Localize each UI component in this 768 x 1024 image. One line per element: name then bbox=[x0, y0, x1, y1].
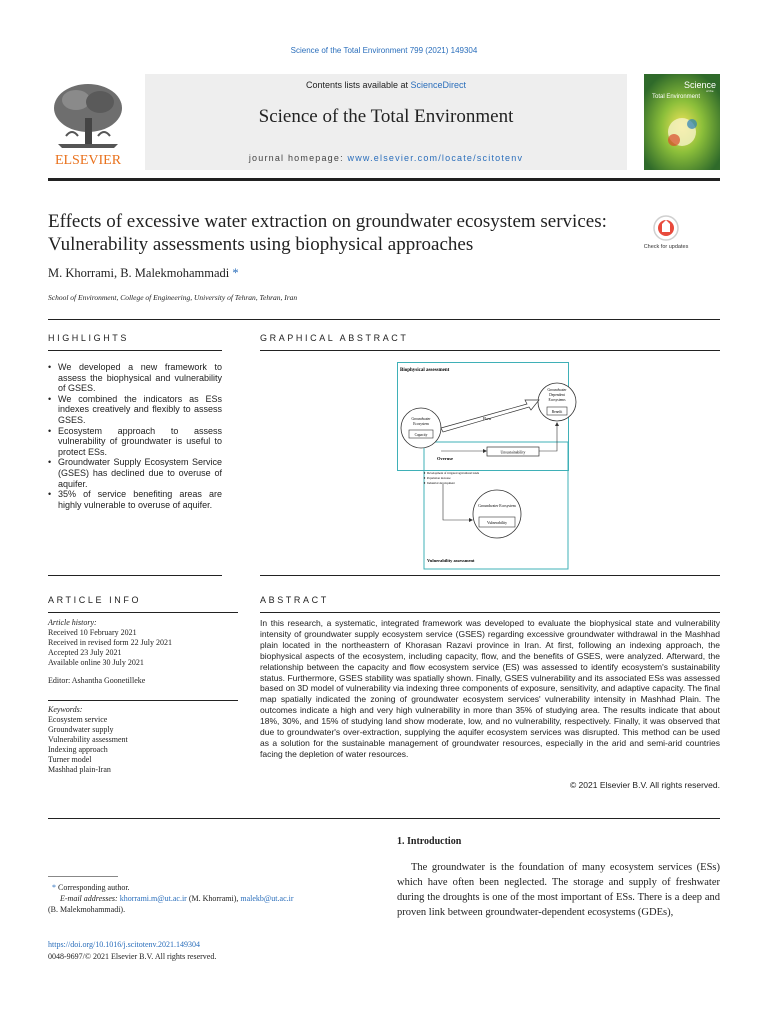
gwe-line-2: Ecosystem bbox=[413, 422, 429, 426]
gde-line-1: Groundwater bbox=[547, 388, 567, 392]
gde-line-2: Dependent bbox=[549, 393, 565, 397]
keyword: Indexing approach bbox=[48, 745, 108, 754]
online-date: Available online 30 July 2021 bbox=[48, 658, 144, 667]
article-info-heading: ARTICLE INFO bbox=[48, 595, 142, 605]
cover-title-3: Total Environment bbox=[652, 94, 701, 100]
journal-homepage bbox=[145, 153, 627, 163]
homepage-prefix: journal homepage: bbox=[248, 153, 348, 163]
paper-title bbox=[48, 210, 648, 256]
elsevier-logo bbox=[48, 78, 128, 168]
graphical-abstract-bottom-rule bbox=[260, 575, 720, 576]
title-line-2: Vulnerability assessments using biophysical approaches bbox=[48, 234, 474, 255]
keywords-label: Keywords: bbox=[48, 705, 83, 714]
highlight-item: • 35% of service benefiting areas are highly vulnerable to overuse of aquifer. bbox=[48, 489, 222, 510]
vulnerability-assessment-label: Vulnerability assessment bbox=[427, 558, 475, 563]
journal-title: Science of the Total Environment bbox=[258, 106, 514, 127]
check-badge-text: Check for updates bbox=[643, 244, 689, 250]
sciencedirect-link[interactable]: ScienceDirect bbox=[410, 80, 467, 90]
elsevier-wordmark: ELSEVIER bbox=[54, 153, 122, 168]
abstract-text: In this research, a systematic, integrated framework was developed to evaluate the biophysical state and vulnerability intensity of groundwater supply ecosystem service (GSES) regarding excessive groundwater withdrawal in the Mashhad plain located in the northeastern of Khorasan Razavi province in Iran. At first, following an indexing approach, the biophysical aspects of the ecosystem, including capacity, flow, and the benefits of GSES, were analyzed. Afterward, the relationship between the capacity and flow ecosystem service (ES) was assessed to identify ecosystem's sustainability status. Furthermore, GSES stability was spatially shown. Finally, GSES vulnerability and its associated ESs was assessed based on 3D model of vulnerability via indexing three components of exposure, sensitivity, and adaptive capacity. The final map spatially indicated the zoning of groundwater ecosystem services' vulnerability intensity in Mashhad Plain. The outcomes indicate a high and very high vulnerability in more than 35% of studying area. The results indicate that about 18%, 30%, and 15% of studying land show moderate, low, and no vulnerability, respectively. Finally, it was observed that due to groundwater's over-extraction, supplying the aquifer ecosystem services was disrupted. This method can be used as a solution for the sustainable management of groundwater resources, especially in the arid and semi-arid countries facing the depletion of water resources. bbox=[260, 618, 720, 759]
gde-line-3: Ecosystems bbox=[548, 398, 566, 402]
history-label: Article history: bbox=[48, 618, 97, 627]
benefit-label: Benefit bbox=[551, 410, 563, 414]
footnote bbox=[48, 882, 348, 915]
overuse-bullet-2: Population increase bbox=[427, 476, 451, 480]
accepted-date: Accepted 23 July 2021 bbox=[48, 648, 122, 657]
unsustainability-label: Unsustainability bbox=[500, 450, 526, 455]
email-label: E-mail addresses: bbox=[60, 894, 118, 903]
highlight-item: • Ecosystem approach to assess vulnerability of groundwater is useful to protect ESs. bbox=[48, 426, 222, 458]
contents-prefix: Contents lists available at bbox=[305, 80, 411, 90]
introduction-text: The groundwater is the foundation of many ecosystem services (ESs) which have often been neglected. The storage and supply of freshwater during the droughts is one of the most important of ESs. There is a deep and proven link between groundwater-dependent ecosystems (GDEs), bbox=[397, 862, 720, 918]
email-name-2: (B. Malekmohammadi). bbox=[48, 905, 126, 914]
article-info bbox=[48, 618, 238, 775]
revised-date: Received in revised form 22 July 2021 bbox=[48, 638, 172, 647]
doi-link[interactable]: https://doi.org/10.1016/j.scitotenv.2021.149304 bbox=[48, 940, 200, 949]
keyword: Mashhad plain-Iran bbox=[48, 765, 111, 774]
masthead-rule bbox=[48, 178, 720, 181]
journal-cover[interactable] bbox=[644, 74, 720, 170]
cover-title-2: of the bbox=[706, 89, 714, 93]
keyword: Groundwater supply bbox=[48, 725, 114, 734]
highlight-item: • We combined the indicators as ESs indexes creatively and flexibly to assess GSES. bbox=[48, 394, 222, 426]
abstract-heading: ABSTRACT bbox=[260, 595, 329, 605]
keyword: Vulnerability assessment bbox=[48, 735, 128, 744]
flow-label: Flow bbox=[483, 416, 492, 421]
abstract-rule bbox=[260, 612, 720, 613]
highlights-list bbox=[48, 362, 222, 510]
graphical-abstract-figure bbox=[397, 362, 569, 570]
keywords-rule bbox=[48, 700, 238, 701]
biophysical-label: Biophysical assessment bbox=[400, 368, 450, 373]
keyword: Ecosystem service bbox=[48, 715, 108, 724]
check-for-updates-badge[interactable] bbox=[643, 214, 689, 258]
article-info-rule bbox=[48, 612, 238, 613]
gwe2-label: Groundwater Ecosystem bbox=[478, 504, 516, 508]
abstract-copyright: © 2021 Elsevier B.V. All rights reserved. bbox=[569, 780, 720, 790]
author-names: M. Khorrami, B. Malekmohammadi bbox=[48, 266, 230, 280]
homepage-link[interactable]: www.elsevier.com/locate/scitotenv bbox=[347, 153, 524, 163]
journal-reference[interactable]: Science of the Total Environment 799 (2021) 149304 bbox=[290, 46, 478, 55]
highlights-rule bbox=[48, 350, 222, 351]
affiliation: School of Environment, College of Engineering, University of Tehran, Tehran, Iran bbox=[48, 293, 298, 302]
editor: Editor: Ashantha Goonetilleke bbox=[48, 676, 146, 685]
highlights-heading: HIGHLIGHTS bbox=[48, 333, 130, 343]
received-date: Received 10 February 2021 bbox=[48, 628, 137, 637]
title-line-1: Effects of excessive water extraction on groundwater ecosystem services: bbox=[48, 211, 607, 232]
corresponding-author-note: * Corresponding author. bbox=[48, 883, 130, 892]
email-link-1[interactable]: khorrami.m@ut.ac.ir bbox=[119, 894, 187, 903]
issn-line: 0048-9697/© 2021 Elsevier B.V. All rights reserved. bbox=[48, 952, 217, 961]
gwe-line-1: Groundwater bbox=[411, 417, 431, 421]
graphical-abstract-heading: GRAPHICAL ABSTRACT bbox=[260, 333, 409, 343]
footnote-rule bbox=[48, 876, 118, 877]
keyword: Turner model bbox=[48, 755, 92, 764]
vulnerability-label: Vulnerability bbox=[486, 521, 508, 525]
overuse-label: Overuse bbox=[437, 456, 453, 461]
email-name-1: (M. Khorrami), bbox=[188, 894, 239, 903]
overuse-bullet-1: Development of irrigated agricultural lands bbox=[427, 471, 479, 475]
graphical-abstract-rule bbox=[260, 350, 720, 351]
email-line bbox=[48, 893, 348, 904]
cover-title-1: Science bbox=[684, 80, 717, 90]
capacity-label: Capacity bbox=[414, 433, 428, 437]
title-rule bbox=[48, 319, 720, 320]
highlights-bottom-rule bbox=[48, 575, 222, 576]
overuse-bullet-3: Industrial development bbox=[427, 481, 455, 485]
highlight-item: • We developed a new framework to assess the biophysical and vulnerability of GSES. bbox=[48, 362, 222, 394]
contents-line bbox=[145, 80, 627, 90]
introduction-heading: 1. Introduction bbox=[397, 836, 462, 847]
corresponding-mark[interactable]: * bbox=[232, 266, 239, 280]
authors bbox=[48, 266, 239, 281]
highlight-item: • Groundwater Supply Ecosystem Service (GSES) has declined due to overuse of aquifer. bbox=[48, 457, 222, 489]
front-matter-rule bbox=[48, 818, 720, 819]
email-link-2[interactable]: malekb@ut.ac.ir bbox=[240, 894, 294, 903]
